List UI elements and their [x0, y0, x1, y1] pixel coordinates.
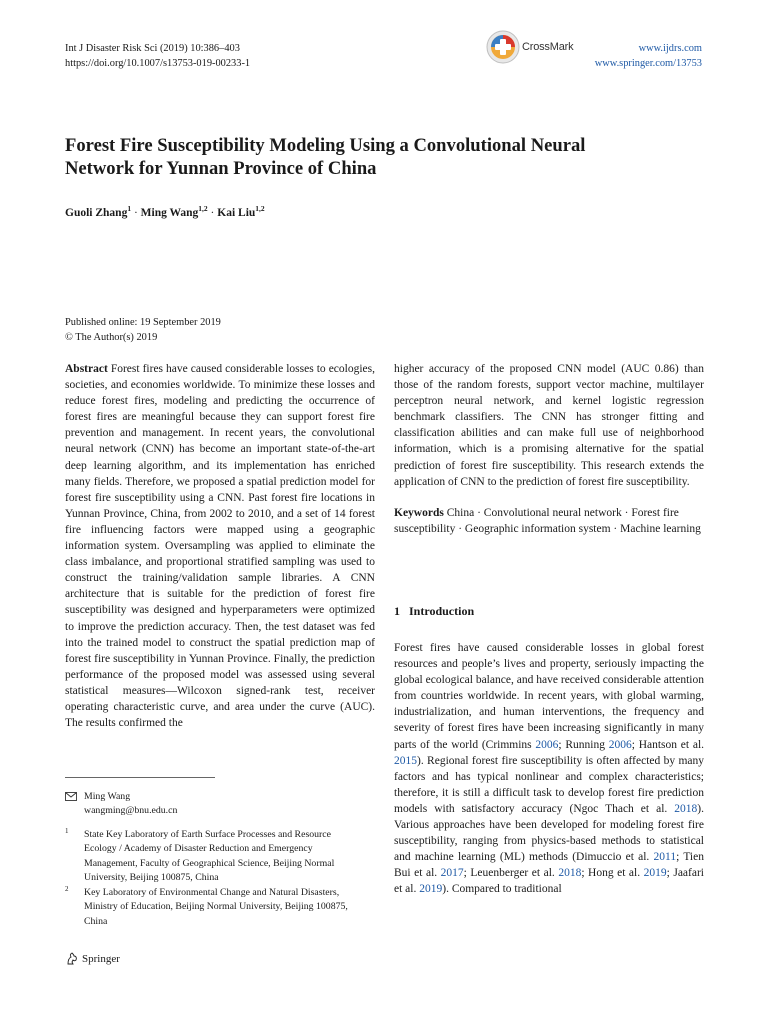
intro-text: ). Compared to traditional: [442, 883, 562, 896]
journal-citation: Int J Disaster Risk Sci (2019) 10:386–403: [65, 43, 240, 54]
author-affiliation-mark: 1,2: [255, 204, 265, 213]
title-line-2: Network for Yunnan Province of China: [65, 158, 377, 179]
intro-text: ; Jaafari et al.: [394, 867, 704, 896]
author-name[interactable]: Ming Wang: [140, 206, 199, 219]
publisher-logo: [65, 952, 120, 966]
section-title: Introduction: [409, 604, 475, 618]
intro-text: ; Leuenberger et al.: [463, 867, 559, 880]
citation-link[interactable]: 2006: [608, 738, 632, 751]
intro-text: ; Tien Bui et al.: [394, 851, 704, 880]
citation-link[interactable]: 2018: [558, 867, 582, 880]
intro-text: Forest fires have caused considerable losses in global forest resources and people’s lives and property, seriously impacting the global ecological balance, and have received considerable attention from countries worldwide. In recent years, with global warming, industrialization, and human interventions, the frequency and severity of forest fires have been increasing significantly in many parts of the world (Crimmins: [394, 642, 704, 751]
section-heading: [394, 604, 474, 619]
crossmark-badge[interactable]: [486, 30, 573, 64]
introduction-paragraph: [394, 640, 704, 898]
publisher-name: Springer: [82, 953, 120, 965]
section-number: 1: [394, 604, 400, 618]
citation-link[interactable]: 2015: [394, 754, 417, 767]
affiliation-number: 1: [65, 827, 69, 835]
crossmark-label: CrossMark: [522, 41, 574, 53]
journal-website-link[interactable]: www.ijdrs.com: [638, 43, 702, 54]
intro-text: ). Various approaches have been developed for modeling forest fire susceptibility, ranging from physics-based methods to statistical and machine learning (ML) methods (Dimuccio et al.: [394, 802, 704, 864]
journal-links: [595, 41, 702, 72]
crossmark-icon: [486, 30, 520, 64]
correspondence: [65, 790, 177, 819]
citation-link[interactable]: 2019: [419, 883, 443, 896]
abstract-continued: [394, 361, 704, 537]
citation-link[interactable]: 2017: [440, 867, 464, 880]
intro-text: ; Hong et al.: [581, 867, 644, 880]
envelope-icon: [65, 792, 77, 801]
affiliation-text: Key Laboratory of Environmental Change and Natural Disasters, Ministry of Education, Beijing Normal University, Beijing 100875, China: [84, 887, 348, 927]
author-affiliation-mark: 1: [127, 204, 132, 213]
abstract-continuation: higher accuracy of the proposed CNN model (AUC 0.86) than those of the random forests, support vector machine, multilayer perceptron neural network, and kernel logistic regression benchmark classifiers. The CNN has stronger fitting and classification abilities and can make full use of neighborhood information, which is a promising alternative for the spatial prediction of forest fire susceptibility. This research extends the application of CNN to the prediction of forest fire susceptibility.: [394, 363, 704, 488]
author-name[interactable]: Kai Liu: [217, 206, 256, 219]
author-separator: ·: [131, 206, 141, 219]
affiliation-text: State Key Laboratory of Earth Surface Processes and Resource Ecology / Academy of Disaster Reduction and Emergency Management, Faculty of Geographical Science, Beijing Normal University, Beijing 100875, China: [84, 829, 335, 883]
intro-text: ). Regional forest fire susceptibility is often affected by many factors and has typical nonlinear and complex characteristics; therefore, it is still a difficult task to develop forest fire prediction models with satisfactory accuracy (Ngoc Thach et al.: [394, 754, 704, 815]
title-line-1: Forest Fire Susceptibility Modeling Using a Convolutional Neural: [65, 135, 586, 156]
abstract: [65, 361, 375, 731]
intro-text: ; Running: [558, 738, 609, 751]
keywords: [394, 505, 704, 537]
affiliation-1: [65, 828, 365, 885]
author-list: [65, 204, 265, 219]
keywords-text: China · Convolutional neural network · Forest fire susceptibility · Geographic information system · Machine learning: [394, 506, 701, 535]
author-affiliation-mark: 1,2: [198, 204, 208, 213]
affiliation-number: 2: [65, 885, 69, 893]
keywords-label: Keywords: [394, 506, 444, 519]
abstract-text: Forest fires have caused considerable losses to ecologies, societies, and economies worldwide. To minimize these losses and reduce forest fires, modeling and predicting the occurrence of forest fires are meaningful because they can support forest fire prevention and management. In recent years, the convolutional neural network (CNN) has become an important state-of-the-art deep learning algorithm, and its implementation has enriched many fields. Therefore, we proposed a spatial prediction model for forest fire susceptibility using a CNN. Past forest fire locations in Yunnan Province, China, from 2002 to 2010, and a set of 14 forest fire influencing factors were mapped using a geographic information system. Oversampling was applied to eliminate the class imbalance, and proportional stratified sampling was used to construct the training/validation sample libraries. A CNN architecture that is suitable for the prediction of forest fire susceptibility was designed and hyperparameters were optimized to improve the prediction accuracy. Then, the test dataset was fed into the trained model to construct the spatial prediction map of forest fire susceptibility in Yunnan Province. Finally, the prediction performance of the proposed model was assessed using several statistical measures—Wilcoxon signed-rank test, receiver operating characteristic curve, and area under the curve (AUC). The results confirmed the: [65, 363, 375, 730]
abstract-label: Abstract: [65, 363, 108, 375]
citation-link[interactable]: 2018: [674, 802, 698, 815]
author-separator: ·: [207, 206, 218, 219]
published-date: Published online: 19 September 2019: [65, 317, 221, 328]
paper-title: [65, 134, 705, 180]
citation-link[interactable]: 2011: [653, 851, 677, 864]
springer-journal-link[interactable]: www.springer.com/13753: [594, 58, 702, 70]
journal-info: [65, 41, 250, 72]
doi-link[interactable]: https://doi.org/10.1007/s13753-019-00233-1: [65, 58, 251, 70]
affiliation-2: [65, 886, 365, 929]
corresponding-author-email[interactable]: wangming@bnu.edu.cn: [84, 805, 178, 817]
author-name[interactable]: Guoli Zhang: [65, 206, 128, 219]
springer-horse-icon: [65, 952, 79, 966]
citation-link[interactable]: 2019: [643, 867, 667, 880]
copyright-notice: © The Author(s) 2019: [65, 332, 158, 344]
intro-text: ; Hantson et al.: [631, 738, 705, 751]
corresponding-author-name: Ming Wang: [84, 791, 131, 802]
citation-link[interactable]: 2006: [535, 738, 559, 751]
footnote-divider: [65, 777, 215, 778]
publication-info: [65, 315, 221, 346]
